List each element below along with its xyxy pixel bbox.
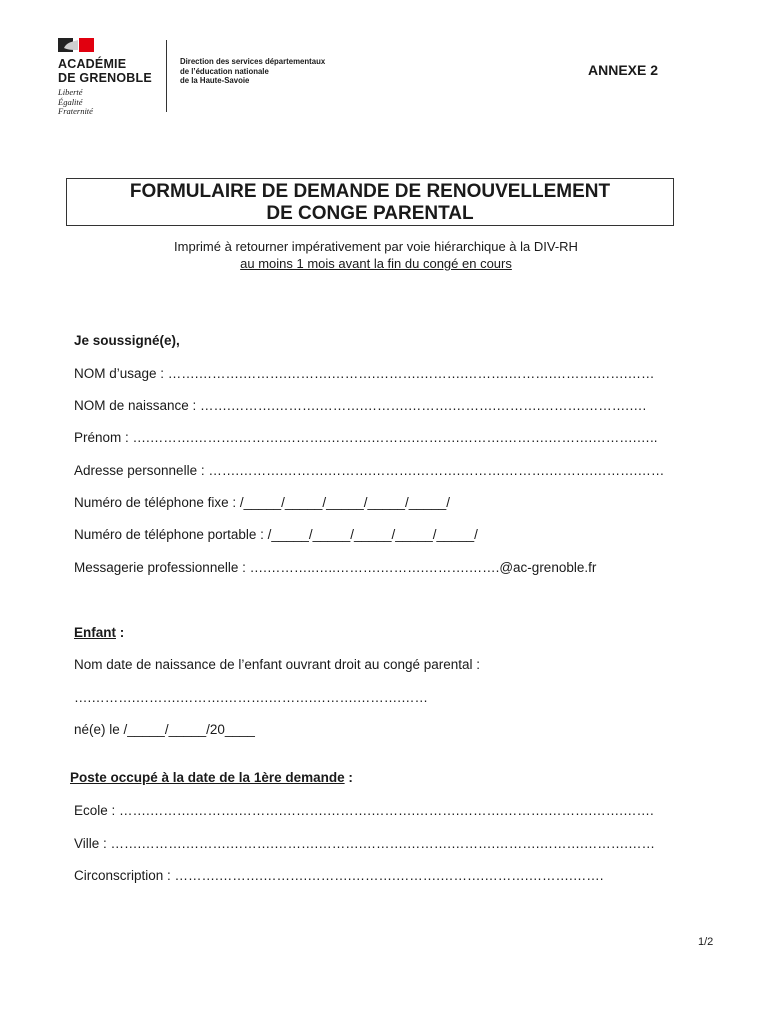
- department-name: [180, 57, 325, 86]
- dept-line-2: de l’éducation nationale: [180, 66, 269, 76]
- enfant-heading-colon: :: [116, 625, 125, 640]
- field-enfant-nom[interactable]: ….……….……….……….……….……….……….……….……: [74, 690, 429, 705]
- field-ecole[interactable]: Ecole : …….……….……….……….……….……….……….……….……….……….……….…….…….: [74, 803, 654, 818]
- identity-heading: Je soussigné(e),: [74, 333, 180, 348]
- dept-line-3: de la Haute-Savoie: [180, 76, 250, 86]
- dept-line-1: Direction des services départementaux: [180, 57, 326, 66]
- logo-academie: [58, 57, 152, 85]
- poste-heading-colon: :: [344, 770, 353, 785]
- marianne-logo-icon: [58, 38, 94, 52]
- enfant-nom-label: Nom date de naissance de l’enfant ouvrant droit au congé parental :: [74, 657, 481, 672]
- title-line-1: FORMULAIRE DE DEMANDE DE RENOUVELLEMENT: [129, 181, 611, 202]
- field-enfant-date[interactable]: né(e) le /_____/_____/20____: [74, 722, 255, 737]
- motto-liberte: Liberté: [58, 87, 83, 97]
- motto-fraternite: Fraternité: [58, 106, 93, 116]
- logo-motto: [58, 88, 93, 117]
- instruction-line-1: Imprimé à retourner impérativement par voie hiérarchique à la DIV-RH: [174, 239, 578, 254]
- page-number: 1/2: [698, 936, 714, 948]
- logo-line-1: ACADÉMIE: [58, 57, 127, 71]
- field-prenom[interactable]: Prénom : ….……….……….……….……….……….……….……….……….……….……….……….…..: [74, 430, 658, 445]
- poste-heading: [70, 770, 353, 785]
- enfant-heading-text: Enfant: [74, 625, 116, 640]
- motto-egalite: Égalité: [58, 96, 83, 107]
- poste-heading-text: Poste occupé à la date de la 1ère demande: [70, 770, 345, 785]
- enfant-heading: [74, 625, 124, 640]
- instruction-line-2: au moins 1 mois avant la fin du congé en cours: [240, 256, 512, 271]
- title-line-2: DE CONGE PARENTAL: [266, 203, 474, 224]
- field-messagerie[interactable]: Messagerie professionnelle : ….………..…..……….……….……….…….@ac-grenoble.fr: [74, 560, 597, 575]
- field-nom-usage[interactable]: NOM d’usage : …….……….……….……….……….……….……….……….……….……….…….……: [74, 366, 655, 381]
- field-ville[interactable]: Ville : …….……….……….……….……….……….……….……….……….……….……….……….……: [74, 836, 656, 851]
- field-nom-naissance[interactable]: NOM de naissance : …….……….……….……….……….……….……….……….……….……….….: [74, 398, 647, 413]
- field-circonscription[interactable]: Circonscription : ……….……….……….……….……….……….……….……….……….…….: [74, 868, 604, 883]
- field-tel-fixe[interactable]: Numéro de téléphone fixe : /_____/_____/_____/_____/_____/: [74, 495, 451, 510]
- header-divider: [166, 40, 167, 112]
- logo-line-2: DE GRENOBLE: [58, 71, 152, 85]
- annexe-label: ANNEXE 2: [588, 62, 659, 78]
- field-tel-portable[interactable]: Numéro de téléphone portable : /_____/_____/_____/_____/_____/: [74, 527, 478, 542]
- field-adresse[interactable]: Adresse personnelle : …….……….……….……….……….……….……….……….……….……….……: [74, 463, 665, 478]
- form-title: [66, 181, 674, 225]
